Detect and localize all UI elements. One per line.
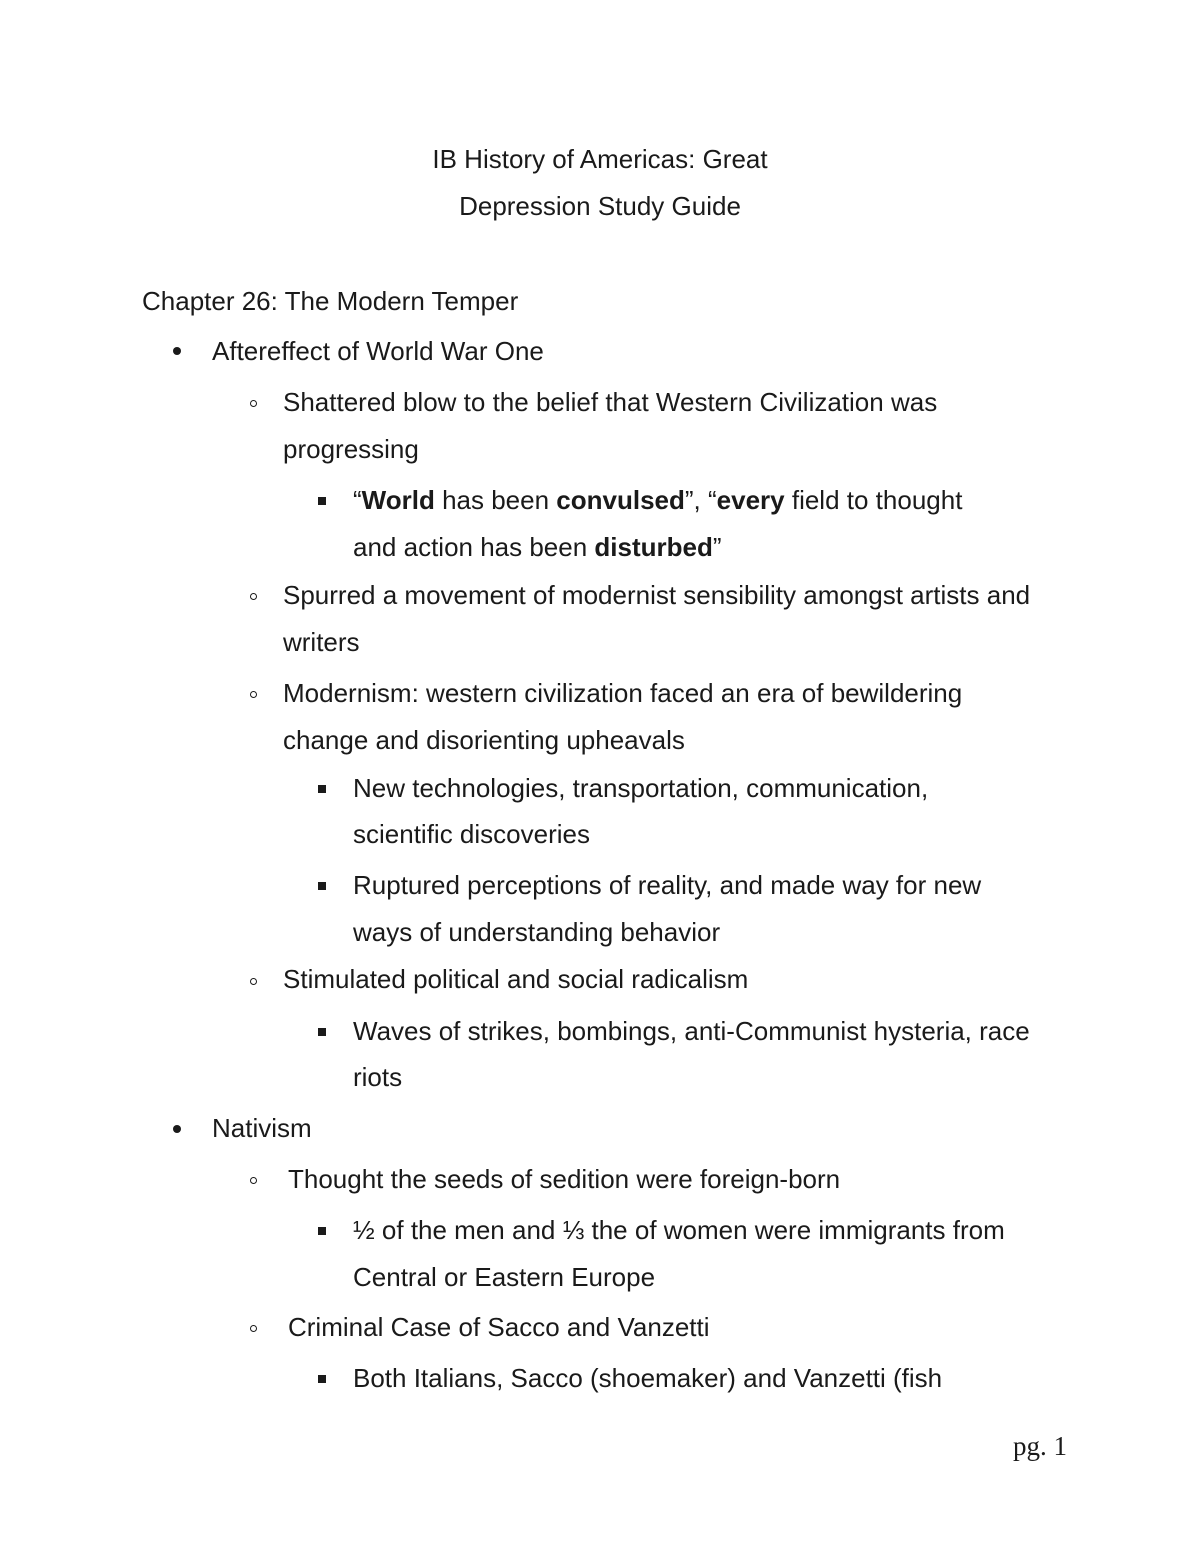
list-item-spurred-line-1: Spurred a movement of modernist sensibility amongst artists and xyxy=(283,580,1031,610)
list-item-ruptured-line-1: Ruptured perceptions of reality, and made way for new xyxy=(353,870,982,900)
list-item-modernism-line-2: change and disorienting upheavals xyxy=(283,725,685,755)
list-item-thought: Thought the seeds of sedition were foreign-born xyxy=(288,1164,841,1194)
list-item-immigrants-line-1: ½ of the men and ⅓ the of women were immigrants from xyxy=(353,1215,1005,1245)
square-bullet-icon xyxy=(317,496,327,506)
list-item-shattered-line-2: progressing xyxy=(283,434,419,464)
list-item-quote-line-2 xyxy=(353,531,722,563)
square-bullet-icon xyxy=(317,881,327,891)
quote-text: and action has been xyxy=(353,532,595,562)
disc-bullet-icon xyxy=(172,346,182,356)
quote-text: “ xyxy=(353,485,362,515)
list-item-modernism-line-1: Modernism: western civilization faced an era of bewildering xyxy=(283,678,963,708)
disc-bullet-icon xyxy=(172,1124,182,1134)
list-item-nativism: Nativism xyxy=(212,1113,312,1143)
quote-text: field to thought xyxy=(784,485,963,515)
document-title-line-1: IB History of Americas: Great xyxy=(432,144,768,174)
list-item-italians: Both Italians, Sacco (shoemaker) and Vanzetti (fish xyxy=(353,1363,943,1393)
list-item-criminal-case: Criminal Case of Sacco and Vanzetti xyxy=(288,1312,710,1342)
list-item-aftereffect: Aftereffect of World War One xyxy=(212,336,544,366)
page-number: pg. 1 xyxy=(1013,1431,1067,1461)
square-bullet-icon xyxy=(317,1374,327,1384)
quote-bold-every: every xyxy=(716,485,785,515)
list-item-immigrants-line-2: Central or Eastern Europe xyxy=(353,1262,656,1292)
circle-bullet-icon xyxy=(248,591,258,601)
square-bullet-icon xyxy=(317,1027,327,1037)
list-item-newtech-line-1: New technologies, transportation, communication, xyxy=(353,773,929,803)
circle-bullet-icon xyxy=(248,398,258,408)
circle-bullet-icon xyxy=(248,1323,258,1333)
chapter-heading: Chapter 26: The Modern Temper xyxy=(142,286,519,316)
circle-bullet-icon xyxy=(248,689,258,699)
list-item-quote-line-1 xyxy=(353,484,962,516)
document-title-line-2: Depression Study Guide xyxy=(459,191,741,221)
list-item-newtech-line-2: scientific discoveries xyxy=(353,819,590,849)
quote-text: ”, “ xyxy=(684,485,717,515)
square-bullet-icon xyxy=(317,784,327,794)
list-item-shattered-line-1: Shattered blow to the belief that Western Civilization was xyxy=(283,387,938,417)
list-item-stimulated: Stimulated political and social radicalism xyxy=(283,964,749,994)
quote-text: ” xyxy=(712,532,722,562)
circle-bullet-icon xyxy=(248,1175,258,1185)
quote-bold-world: World xyxy=(361,485,435,515)
quote-bold-disturbed: disturbed xyxy=(594,532,713,562)
circle-bullet-icon xyxy=(248,976,258,986)
list-item-waves-line-2: riots xyxy=(353,1062,403,1092)
quote-bold-convulsed: convulsed xyxy=(556,485,685,515)
list-item-ruptured-line-2: ways of understanding behavior xyxy=(353,917,721,947)
list-item-waves-line-1: Waves of strikes, bombings, anti-Communist hysteria, race xyxy=(353,1016,1030,1046)
quote-text: has been xyxy=(434,485,557,515)
list-item-spurred-line-2: writers xyxy=(283,627,360,657)
square-bullet-icon xyxy=(317,1226,327,1236)
